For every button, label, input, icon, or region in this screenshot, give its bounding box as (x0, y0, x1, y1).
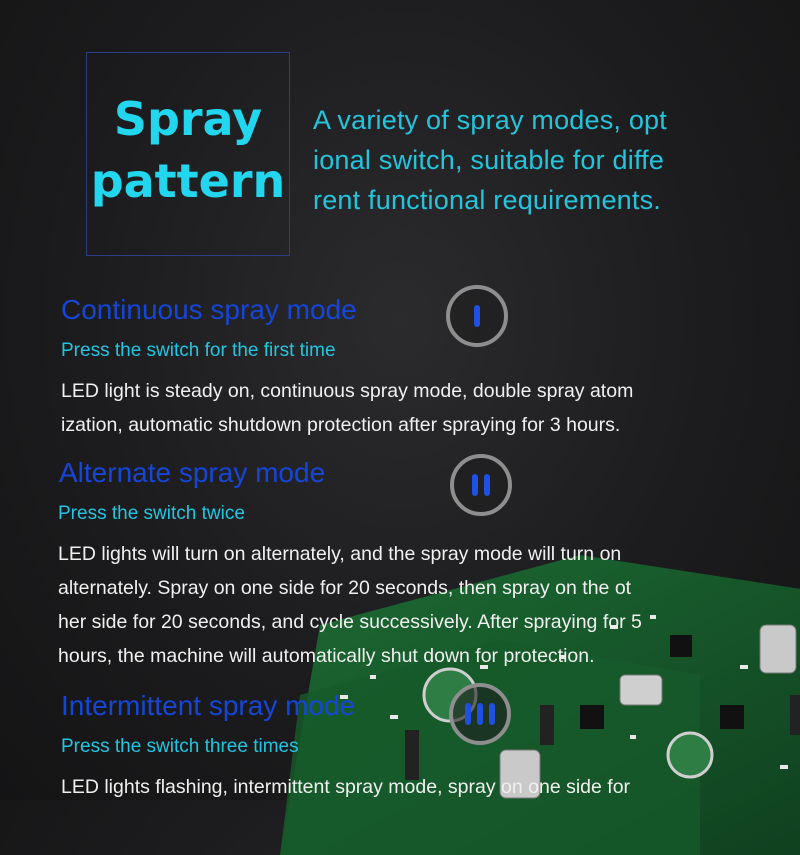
mode-description-continuous (61, 374, 633, 442)
page-title (86, 88, 290, 212)
mode-title-alternate: Alternate spray mode (59, 457, 326, 488)
description-line: LED lights will turn on alternately, and the spray mode will turn on (58, 543, 622, 565)
header-description (313, 100, 793, 220)
description-line: ional switch, suitable for diffe (313, 145, 665, 175)
mode-description-alternate (58, 537, 642, 673)
mode-description-intermittent (61, 770, 630, 804)
mode-subtitle-continuous: Press the switch for the first time (61, 340, 336, 361)
description-line: ization, automatic shutdown protection after spraying for 3 hours. (61, 414, 621, 436)
title-line: Spray (113, 92, 263, 146)
title-line: pattern (90, 154, 286, 208)
mode-title-continuous: Continuous spray mode (61, 294, 357, 325)
single-bar-icon (446, 285, 508, 347)
description-line: rent functional requirements. (313, 185, 661, 215)
description-line: A variety of spray modes, opt (313, 105, 667, 135)
description-line: her side for 20 seconds, and cycle successively. After spraying for 5 (58, 611, 642, 633)
description-line: alternately. Spray on one side for 20 seconds, then spray on the ot (58, 577, 632, 599)
description-line: hours, the machine will automatically shut down for protection. (58, 645, 595, 667)
mode-title-intermittent: Intermittent spray mode (61, 690, 356, 721)
mode-subtitle-intermittent: Press the switch three times (61, 736, 299, 757)
triple-bar-icon (449, 683, 511, 745)
mode-subtitle-alternate: Press the switch twice (58, 503, 245, 524)
description-line: LED lights flashing, intermittent spray mode, spray on one side for (61, 776, 631, 798)
description-line: LED light is steady on, continuous spray mode, double spray atom (61, 380, 634, 402)
double-bar-icon (450, 454, 512, 516)
